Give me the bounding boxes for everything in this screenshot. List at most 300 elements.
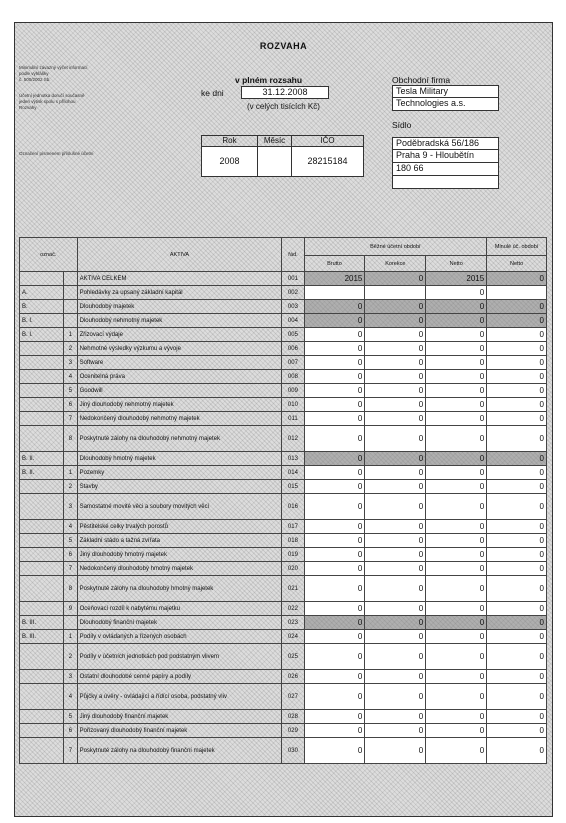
- row-code: [20, 644, 64, 670]
- row-code: B. III.: [20, 630, 64, 644]
- row-label: Pozemky: [77, 466, 282, 480]
- row-code: [20, 520, 64, 534]
- row-number: 5: [64, 710, 77, 724]
- header-brutto: Brutto: [304, 256, 365, 272]
- row-code: [20, 480, 64, 494]
- row-label: Nedokončený dlouhodobý hmotný majetek: [77, 562, 282, 576]
- left-note-line: jeden výtisk spolu s přílohou: [19, 99, 76, 104]
- row-value: 0: [365, 562, 426, 576]
- date-value: 31.12.2008: [241, 86, 329, 99]
- row-label: Podíly v ovládaných a řízených osobách: [77, 630, 282, 644]
- row-value: 0: [487, 670, 547, 684]
- row-code: [20, 356, 64, 370]
- row-value: 0: [365, 398, 426, 412]
- row-value: 0: [304, 300, 365, 314]
- row-code: [20, 494, 64, 520]
- table-row: [20, 314, 547, 328]
- row-code: [20, 398, 64, 412]
- units-note: (v celých tisících Kč): [247, 102, 320, 111]
- row-value: 0: [365, 356, 426, 370]
- row-value: 0: [304, 534, 365, 548]
- row-value: 0: [487, 548, 547, 562]
- row-value: 0: [426, 602, 487, 616]
- row-line-number: 022: [282, 602, 304, 616]
- row-label: AKTIVA CELKEM: [77, 272, 282, 286]
- row-label: Pohledávky za upsaný základní kapitál: [77, 286, 282, 300]
- row-code: [20, 724, 64, 738]
- row-value: 0: [487, 738, 547, 764]
- row-value: 0: [426, 412, 487, 426]
- row-label: Poskytnuté zálohy na dlouhodobý hmotný majetek: [77, 576, 282, 602]
- date-label: ke dni: [201, 88, 224, 98]
- row-code: [20, 710, 64, 724]
- row-code: B. I.: [20, 328, 64, 342]
- row-number: [64, 286, 77, 300]
- row-code: [20, 670, 64, 684]
- row-value: 0: [304, 616, 365, 630]
- row-code: [20, 384, 64, 398]
- seat-line: Praha 9 - Hloubětín: [392, 150, 499, 163]
- row-value: 0: [304, 356, 365, 370]
- row-value: 0: [487, 562, 547, 576]
- row-value: 0: [426, 314, 487, 328]
- row-label: Dlouhodobý majetek: [77, 300, 282, 314]
- row-value: 0: [487, 616, 547, 630]
- row-value: 0: [426, 616, 487, 630]
- row-label: Půjčky a úvěry - ovládající a řídící osoba, podstatný vliv: [77, 684, 282, 710]
- row-line-number: 007: [282, 356, 304, 370]
- row-value: 0: [304, 412, 365, 426]
- row-value: 0: [304, 398, 365, 412]
- row-line-number: 011: [282, 412, 304, 426]
- year-value: 2008: [202, 147, 258, 176]
- row-value: 2015: [426, 272, 487, 286]
- row-value: 0: [365, 710, 426, 724]
- row-label: Základní stádo a tažná zvířata: [77, 534, 282, 548]
- row-line-number: 029: [282, 724, 304, 738]
- row-value: 0: [304, 644, 365, 670]
- row-number: 5: [64, 534, 77, 548]
- table-row: [20, 356, 547, 370]
- row-number: 1: [64, 466, 77, 480]
- table-row: [20, 576, 547, 602]
- row-value: 0: [487, 576, 547, 602]
- row-value: 0: [304, 520, 365, 534]
- row-line-number: 008: [282, 370, 304, 384]
- row-value: 0: [365, 384, 426, 398]
- row-number: [64, 616, 77, 630]
- table-row: [20, 630, 547, 644]
- left-note-line: Účetní jednotka doručí současně: [19, 93, 85, 98]
- left-note-line: Rozvahy: [19, 105, 37, 110]
- assets-table: [19, 237, 547, 764]
- row-value: 0: [365, 494, 426, 520]
- row-value: 0: [487, 328, 547, 342]
- seat-line: Poděbradská 56/186: [392, 137, 499, 150]
- table-row: [20, 644, 547, 670]
- row-number: 6: [64, 548, 77, 562]
- form-subtitle: v plném rozsahu: [235, 75, 303, 85]
- row-value: 0: [487, 466, 547, 480]
- row-value: 0: [365, 630, 426, 644]
- row-code: [20, 548, 64, 562]
- table-row: [20, 398, 547, 412]
- row-label: Ocenitelná práva: [77, 370, 282, 384]
- firm-line: Technologies a.s.: [392, 98, 499, 111]
- year-header: Rok: [202, 136, 258, 146]
- row-number: 4: [64, 520, 77, 534]
- row-value: 0: [426, 670, 487, 684]
- row-number: 8: [64, 426, 77, 452]
- row-value: 0: [426, 342, 487, 356]
- table-row: [20, 480, 547, 494]
- left-notes: [19, 65, 99, 111]
- row-value: [365, 286, 426, 300]
- row-line-number: 019: [282, 548, 304, 562]
- table-row: [20, 710, 547, 724]
- row-label: Goodwill: [77, 384, 282, 398]
- row-code: [20, 412, 64, 426]
- row-number: 4: [64, 684, 77, 710]
- row-code: [20, 534, 64, 548]
- table-row: [20, 452, 547, 466]
- row-value: 0: [487, 398, 547, 412]
- table-row: [20, 602, 547, 616]
- row-value: 0: [304, 602, 365, 616]
- row-number: 6: [64, 398, 77, 412]
- row-value: 0: [487, 342, 547, 356]
- row-value: 0: [304, 342, 365, 356]
- seat-line-empty: [392, 176, 499, 189]
- left-note-line: č. 500/2002 Sb.: [19, 77, 51, 82]
- row-number: 2: [64, 342, 77, 356]
- row-value: 0: [365, 426, 426, 452]
- row-value: 0: [304, 328, 365, 342]
- row-value: 0: [426, 480, 487, 494]
- row-value: 0: [304, 494, 365, 520]
- row-value: 0: [426, 328, 487, 342]
- left-note-bottom: Označení písmenem příslušné účetní: [19, 151, 94, 156]
- row-value: 0: [304, 630, 365, 644]
- table-row: [20, 286, 547, 300]
- header-korekce: Korekce: [365, 256, 426, 272]
- row-value: 0: [365, 412, 426, 426]
- balance-sheet-form: [14, 22, 553, 817]
- row-code: [20, 370, 64, 384]
- row-value: 0: [487, 384, 547, 398]
- row-code: B. II.: [20, 452, 64, 466]
- table-body: [20, 272, 547, 764]
- row-value: 0: [426, 562, 487, 576]
- row-value: 0: [304, 314, 365, 328]
- row-label: Nedokončený dlouhodobý nehmotný majetek: [77, 412, 282, 426]
- row-value: 0: [487, 272, 547, 286]
- row-value: 0: [304, 724, 365, 738]
- row-value: [304, 286, 365, 300]
- row-value: 0: [426, 710, 487, 724]
- row-value: 0: [304, 452, 365, 466]
- row-value: 0: [365, 342, 426, 356]
- table-row: [20, 466, 547, 480]
- row-value: 0: [426, 398, 487, 412]
- header-netto: Netto: [426, 256, 487, 272]
- row-value: 0: [487, 412, 547, 426]
- row-value: 0: [304, 548, 365, 562]
- row-value: 0: [304, 562, 365, 576]
- header-prev-netto: Netto: [487, 256, 547, 272]
- row-value: 0: [365, 370, 426, 384]
- row-value: 0: [487, 480, 547, 494]
- row-number: 7: [64, 738, 77, 764]
- row-number: 7: [64, 412, 77, 426]
- row-line-number: 024: [282, 630, 304, 644]
- row-code: [20, 738, 64, 764]
- row-value: 0: [365, 548, 426, 562]
- row-label: Dlouhodobý hmotný majetek: [77, 452, 282, 466]
- period-box: [201, 135, 364, 177]
- month-value: [258, 147, 292, 176]
- row-value: 0: [487, 630, 547, 644]
- row-value: 0: [426, 520, 487, 534]
- row-label: Zřizovací výdaje: [77, 328, 282, 342]
- seat-line: 180 66: [392, 163, 499, 176]
- table-row: [20, 426, 547, 452]
- row-value: 0: [487, 534, 547, 548]
- row-line-number: 001: [282, 272, 304, 286]
- row-value: 0: [365, 272, 426, 286]
- row-value: 0: [365, 534, 426, 548]
- row-value: 0: [365, 466, 426, 480]
- row-code: B.: [20, 300, 64, 314]
- row-number: 2: [64, 480, 77, 494]
- seat-label: Sídlo: [392, 120, 412, 130]
- row-value: 0: [365, 684, 426, 710]
- row-line-number: 014: [282, 466, 304, 480]
- firm-label: Obchodní firma: [392, 75, 451, 85]
- row-value: 0: [426, 548, 487, 562]
- row-value: 0: [365, 452, 426, 466]
- table-row: [20, 616, 547, 630]
- row-label: Software: [77, 356, 282, 370]
- row-value: 0: [365, 480, 426, 494]
- table-row: [20, 534, 547, 548]
- row-value: 0: [365, 328, 426, 342]
- row-value: 0: [365, 644, 426, 670]
- row-line-number: 030: [282, 738, 304, 764]
- row-label: Dlouhodobý finanční majetek: [77, 616, 282, 630]
- row-value: 0: [426, 724, 487, 738]
- row-value: 0: [487, 724, 547, 738]
- row-value: 0: [426, 644, 487, 670]
- table-row: [20, 724, 547, 738]
- row-line-number: 016: [282, 494, 304, 520]
- row-line-number: 025: [282, 644, 304, 670]
- table-row: [20, 494, 547, 520]
- header-radek: řád.: [282, 238, 304, 272]
- table-row: [20, 562, 547, 576]
- row-value: 0: [304, 466, 365, 480]
- row-label: Jiný dlouhodobý hmotný majetek: [77, 548, 282, 562]
- row-line-number: 020: [282, 562, 304, 576]
- row-value: 0: [365, 520, 426, 534]
- row-value: 0: [304, 384, 365, 398]
- row-value: 0: [487, 520, 547, 534]
- row-label: Ostatní dlouhodobé cenné papíry a podíly: [77, 670, 282, 684]
- row-value: 0: [426, 630, 487, 644]
- row-value: 0: [426, 286, 487, 300]
- header-current-period: Běžné účetní období: [304, 238, 487, 256]
- row-value: 0: [304, 480, 365, 494]
- row-value: 0: [426, 370, 487, 384]
- form-title: ROZVAHA: [259, 41, 308, 51]
- row-label: Oceňovací rozdíl k nabytému majetku: [77, 602, 282, 616]
- left-note-line: podle vyhlášky: [19, 71, 49, 76]
- row-line-number: 023: [282, 616, 304, 630]
- row-code: [20, 272, 64, 286]
- table-row: [20, 738, 547, 764]
- ico-value: 28215184: [307, 156, 348, 166]
- table-row: [20, 412, 547, 426]
- row-value: 0: [487, 314, 547, 328]
- row-code: [20, 426, 64, 452]
- row-value: 0: [426, 494, 487, 520]
- row-label: Jiný dlouhodobý finanční majetek: [77, 710, 282, 724]
- row-number: 5: [64, 384, 77, 398]
- row-value: 0: [426, 452, 487, 466]
- row-label: Dlouhodobý nehmotný majetek: [77, 314, 282, 328]
- row-value: 0: [304, 370, 365, 384]
- row-value: 0: [365, 724, 426, 738]
- row-value: 0: [304, 670, 365, 684]
- row-value: 0: [487, 602, 547, 616]
- row-value: 0: [487, 494, 547, 520]
- table-row: [20, 370, 547, 384]
- row-value: 0: [426, 466, 487, 480]
- row-line-number: 027: [282, 684, 304, 710]
- row-value: 0: [304, 738, 365, 764]
- ico-header: IČO: [320, 136, 335, 145]
- row-number: [64, 314, 77, 328]
- row-code: [20, 562, 64, 576]
- row-value: 0: [487, 370, 547, 384]
- row-code: B. III.: [20, 616, 64, 630]
- row-value: 0: [426, 300, 487, 314]
- row-value: 0: [487, 644, 547, 670]
- row-value: 0: [365, 300, 426, 314]
- row-line-number: 004: [282, 314, 304, 328]
- row-label: Poskytnuté zálohy na dlouhodobý finanční majetek: [77, 738, 282, 764]
- row-label: Samostatné movité věci a soubory movitých věcí: [77, 494, 282, 520]
- table-row: [20, 548, 547, 562]
- table-row: [20, 384, 547, 398]
- row-line-number: 017: [282, 520, 304, 534]
- row-line-number: 015: [282, 480, 304, 494]
- header-previous-period: Minulé úč. období: [487, 238, 547, 256]
- header-aktiva: AKTIVA: [77, 238, 282, 272]
- row-value: 0: [426, 738, 487, 764]
- row-value: 0: [304, 710, 365, 724]
- row-value: 0: [487, 452, 547, 466]
- row-value: 0: [304, 684, 365, 710]
- row-line-number: 012: [282, 426, 304, 452]
- row-label: Stavby: [77, 480, 282, 494]
- row-value: 0: [365, 738, 426, 764]
- row-code: [20, 342, 64, 356]
- row-line-number: 003: [282, 300, 304, 314]
- row-value: 0: [426, 684, 487, 710]
- table-row: [20, 300, 547, 314]
- row-value: 0: [487, 300, 547, 314]
- table-row: [20, 272, 547, 286]
- row-code: B. II.: [20, 466, 64, 480]
- row-value: 0: [304, 576, 365, 602]
- row-line-number: 009: [282, 384, 304, 398]
- row-number: [64, 452, 77, 466]
- row-line-number: 026: [282, 670, 304, 684]
- row-number: 8: [64, 576, 77, 602]
- row-label: Poskytnuté zálohy na dlouhodobý nehmotný majetek: [77, 426, 282, 452]
- row-number: 4: [64, 370, 77, 384]
- row-code: [20, 576, 64, 602]
- row-line-number: 018: [282, 534, 304, 548]
- row-value: 0: [426, 426, 487, 452]
- row-label: Podíly v účetních jednotkách pod podstatným vlivem: [77, 644, 282, 670]
- row-line-number: 021: [282, 576, 304, 602]
- row-label: Jiný dlouhodobý nehmotný majetek: [77, 398, 282, 412]
- table-row: [20, 520, 547, 534]
- row-number: 3: [64, 356, 77, 370]
- row-number: 9: [64, 602, 77, 616]
- row-value: 0: [426, 534, 487, 548]
- table-row: [20, 684, 547, 710]
- row-number: 7: [64, 562, 77, 576]
- row-value: [487, 286, 547, 300]
- row-value: 2015: [304, 272, 365, 286]
- row-number: 6: [64, 724, 77, 738]
- firm-line: Tesla Military: [392, 85, 499, 98]
- table-row: [20, 328, 547, 342]
- row-value: 0: [304, 426, 365, 452]
- row-number: 1: [64, 630, 77, 644]
- row-line-number: 010: [282, 398, 304, 412]
- month-header: Měsíc: [258, 136, 292, 146]
- row-code: [20, 602, 64, 616]
- left-note-line: Minimální závazný výčet informací: [19, 65, 88, 70]
- row-label: Pěstitelské celky trvalých porostů: [77, 520, 282, 534]
- table-row: [20, 670, 547, 684]
- row-line-number: 013: [282, 452, 304, 466]
- row-code: B. I.: [20, 314, 64, 328]
- row-value: 0: [426, 576, 487, 602]
- row-number: [64, 300, 77, 314]
- row-value: 0: [426, 384, 487, 398]
- row-value: 0: [487, 356, 547, 370]
- row-value: 0: [487, 426, 547, 452]
- row-value: 0: [365, 670, 426, 684]
- row-value: 0: [365, 616, 426, 630]
- row-line-number: 006: [282, 342, 304, 356]
- row-value: 0: [365, 602, 426, 616]
- row-value: 0: [487, 684, 547, 710]
- row-number: 1: [64, 328, 77, 342]
- header-oznac: označ.: [20, 238, 78, 272]
- row-line-number: 028: [282, 710, 304, 724]
- row-value: 0: [487, 710, 547, 724]
- row-code: [20, 684, 64, 710]
- row-value: 0: [365, 576, 426, 602]
- row-number: [64, 272, 77, 286]
- row-number: 2: [64, 644, 77, 670]
